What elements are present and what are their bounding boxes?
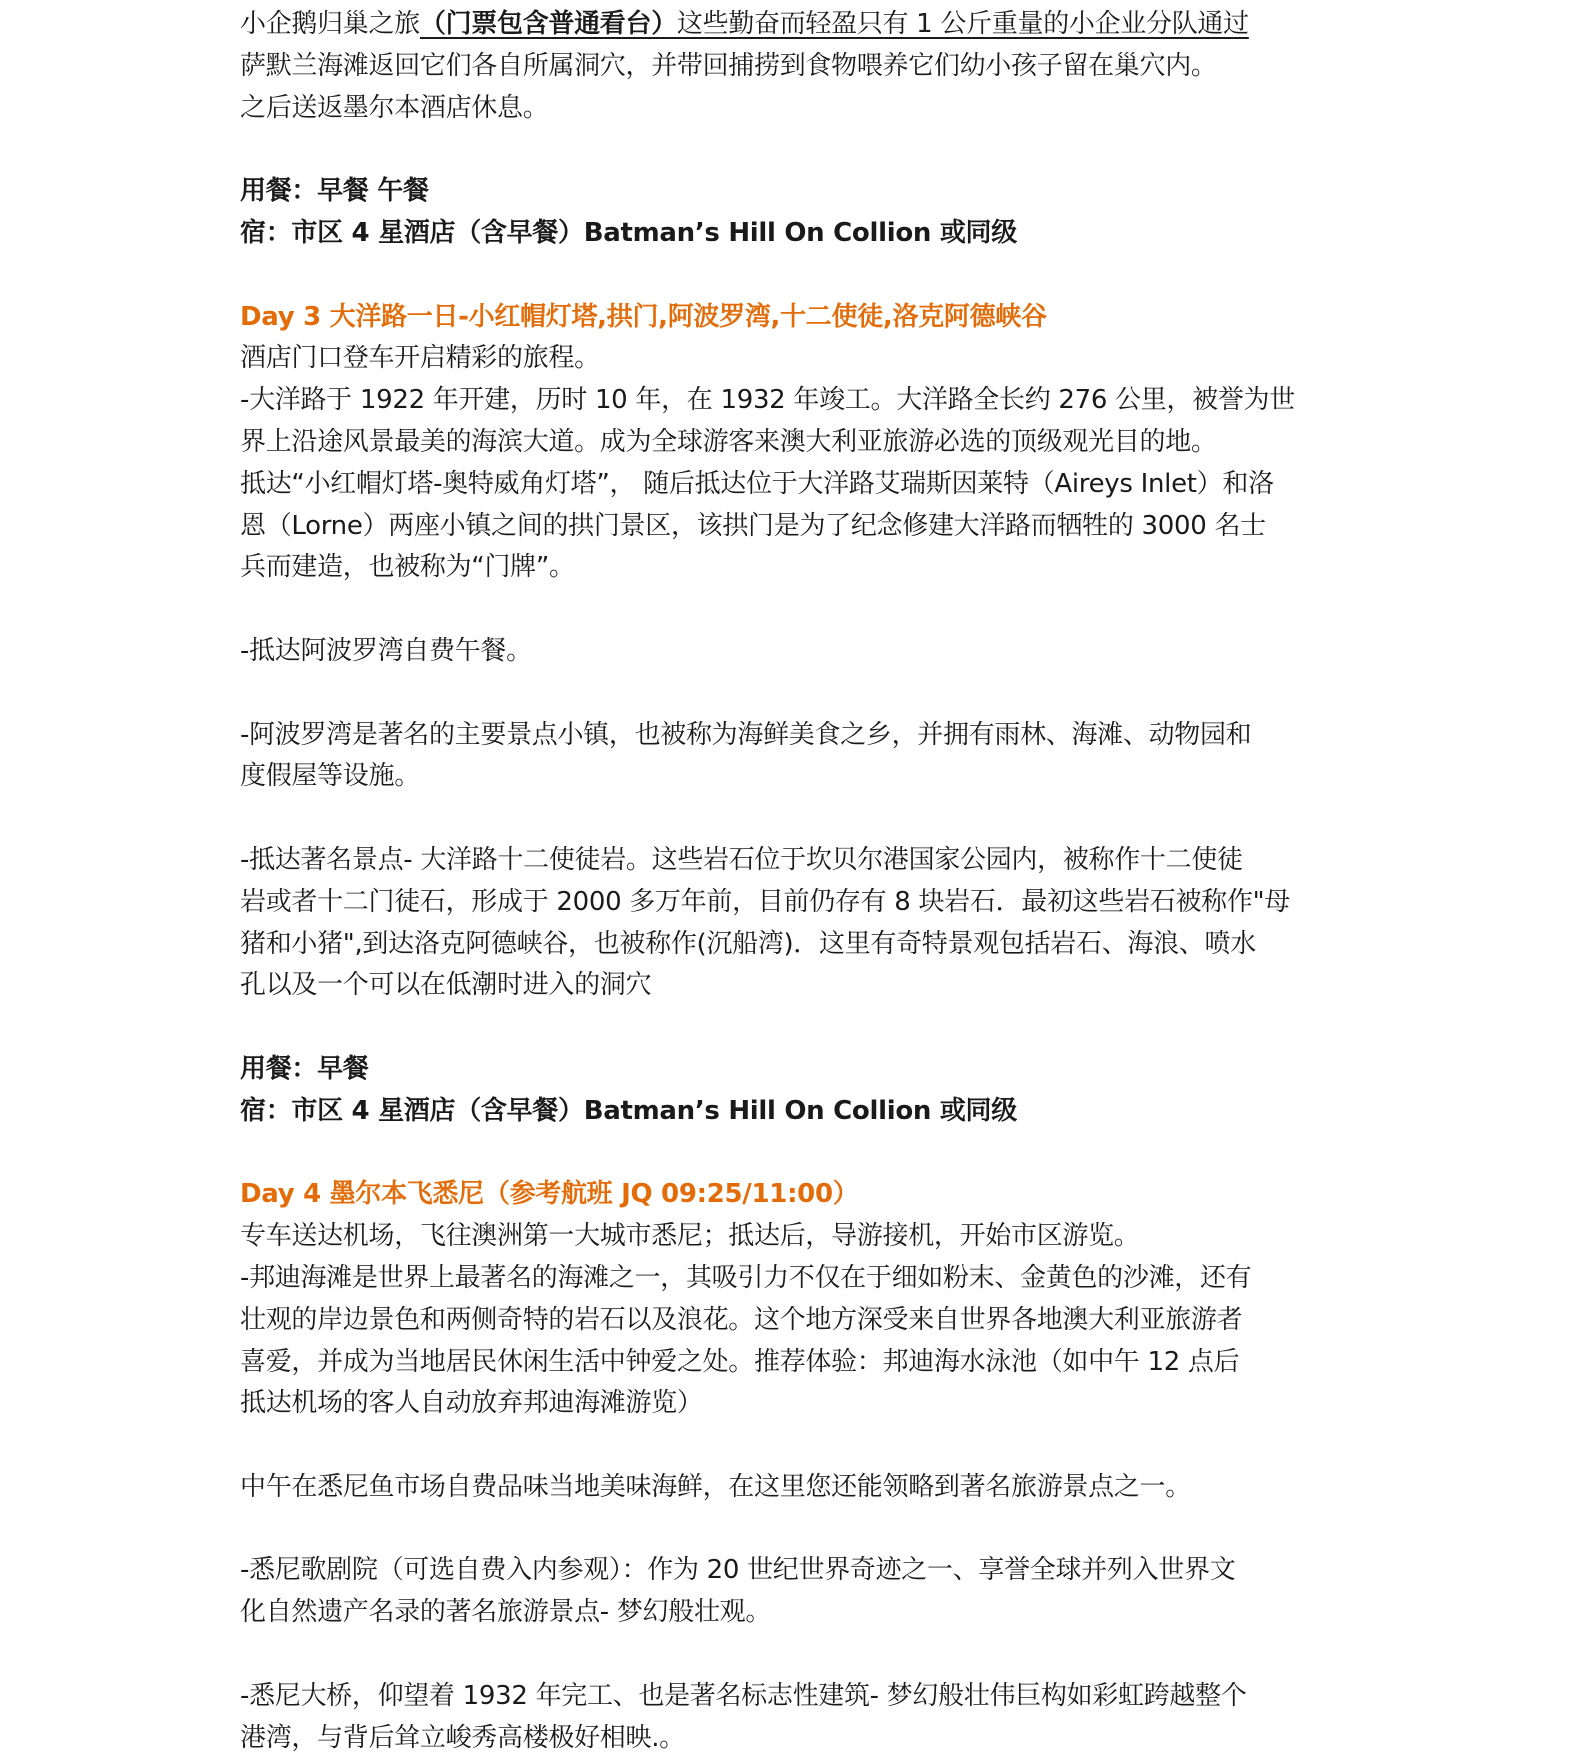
day4-p4-line: 港湾，与背后耸立峻秀高楼极好相映.。 [240,1722,685,1753]
day4-p1-line: -邦迪海滩是世界上最著名的海滩之一，其吸引力不仅在于细如粉末、金黄色的沙滩，还有 [240,1262,1252,1293]
day3-p1-line: 界上沿途风景最美的海滨大道。成为全球游客来澳大利亚旅游必选的顶级观光目的地。 [240,426,1217,457]
day3-p1-line: 酒店门口登车开启精彩的旅程。 [240,343,600,374]
spacer [240,129,1362,171]
day3-p1-line: 兵而建造，也被称为“门牌”。 [240,552,575,583]
day3-p4-line: -抵达著名景点- 大洋路十二使徒岩。这些岩石位于坎贝尔港国家公园内，被称作十二使徒 [240,844,1243,875]
day3-p1-line: 恩（Lorne）两座小镇之间的拱门景区，该拱门是为了纪念修建大洋路而牺牲的 3000 名士 [240,510,1266,541]
day4-p4-line: -悉尼大桥，仰望着 1932 年完工、也是著名标志性建筑- 梦幻般壮伟巨构如彩虹跨越整个 [240,1680,1247,1711]
intro-text-start: 小企鹅归巢之旅 [240,9,420,39]
day4-p1-line: 专车送达机场，飞往澳洲第一大城市悉尼；抵达后，导游接机，开始市区游览。 [240,1221,1140,1252]
spacer [240,1509,1362,1551]
day3-title: Day 3 大洋路一日-小红帽灯塔,拱门,阿波罗湾,十二使徒,洛克阿德峡谷 [240,301,1047,332]
day3-p2-line: -抵达阿波罗湾自费午餐。 [240,635,532,666]
spacer [240,255,1362,297]
day4-p3-line: -悉尼歌剧院（可选自费入内参观）：作为 20 世纪世界奇迹之一、享誉全球并列入世界文 [240,1555,1236,1586]
day4-title: Day 4 墨尔本飞悉尼（参考航班 JQ 09:25/11:00） [240,1179,859,1210]
day3-p4-line: 岩或者十二门徒石，形成于 2000 多万年前，目前仍存有 8 块岩石．最初这些岩石被称作"母 [240,886,1290,917]
day3-p4-line: 孔以及一个可以在低潮时进入的洞穴 [240,970,652,1001]
day4-p1-line: 喜爱，并成为当地居民休闲生活中钟爱之处。推荐体验：邦迪海水泳池（如中午 12 点后 [240,1346,1240,1377]
intro-text-underlined: 这些勤奋而轻盈只有 1 公斤重量的小企业分队通过 [676,9,1249,39]
day2-hotel: 宿：市区 4 星酒店（含早餐）Batman’s Hill On Collion 或同级 [240,217,1017,248]
spacer [240,1634,1362,1676]
day3-meals: 用餐：早餐 [240,1053,369,1084]
ticket-note: （门票包含普通看台） [419,9,677,39]
spacer [240,798,1362,840]
day4-p1-line: 壮观的岸边景色和两侧奇特的岩石以及浪花。这个地方深受来自世界各地澳大利亚旅游者 [240,1304,1243,1335]
itinerary-document [240,4,1362,1759]
day3-p3-line: -阿波罗湾是著名的主要景点小镇，也被称为海鲜美食之乡，并拥有雨林、海滩、动物园和 [240,719,1252,750]
day4-p2-line: 中午在悉尼鱼市场自费品味当地美味海鲜，在这里您还能领略到著名旅游景点之一。 [240,1471,1191,1502]
day3-hotel: 宿：市区 4 星酒店（含早餐）Batman’s Hill On Collion 或同级 [240,1095,1017,1126]
day3-p1-line: -大洋路于 1922 年开建，历时 10 年，在 1932 年竣工。大洋路全长约 276 公里，被誉为世 [240,385,1295,416]
day3-p1-line: 抵达“小红帽灯塔-奥特威角灯塔”， 随后抵达位于大洋路艾瑞斯因莱特（Aireys Inlet）和洛 [240,468,1274,499]
day2-meals: 用餐：早餐 午餐 [240,176,429,207]
day3-p3-line: 度假屋等设施。 [240,761,420,792]
spacer [240,1133,1362,1175]
day4-p1-line: 抵达机场的客人自动放弃邦迪海滩游览） [240,1388,703,1419]
spacer [240,1007,1362,1049]
intro-line-2: 萨默兰海滩返回它们各自所属洞穴，并带回捕捞到食物喂养它们幼小孩子留在巢穴内。 [240,50,1217,81]
intro-line-3: 之后送返墨尔本酒店休息。 [240,92,549,123]
spacer [240,589,1362,631]
day4-p3-line: 化自然遗产名录的著名旅游景点- 梦幻般壮观。 [240,1597,772,1628]
spacer [240,1425,1362,1467]
intro-line-1 [240,4,1362,46]
day3-p4-line: 猪和小猪",到达洛克阿德峡谷，也被称作(沉船湾)．这里有奇特景观包括岩石、海浪、喷水 [240,928,1256,959]
spacer [240,673,1362,715]
